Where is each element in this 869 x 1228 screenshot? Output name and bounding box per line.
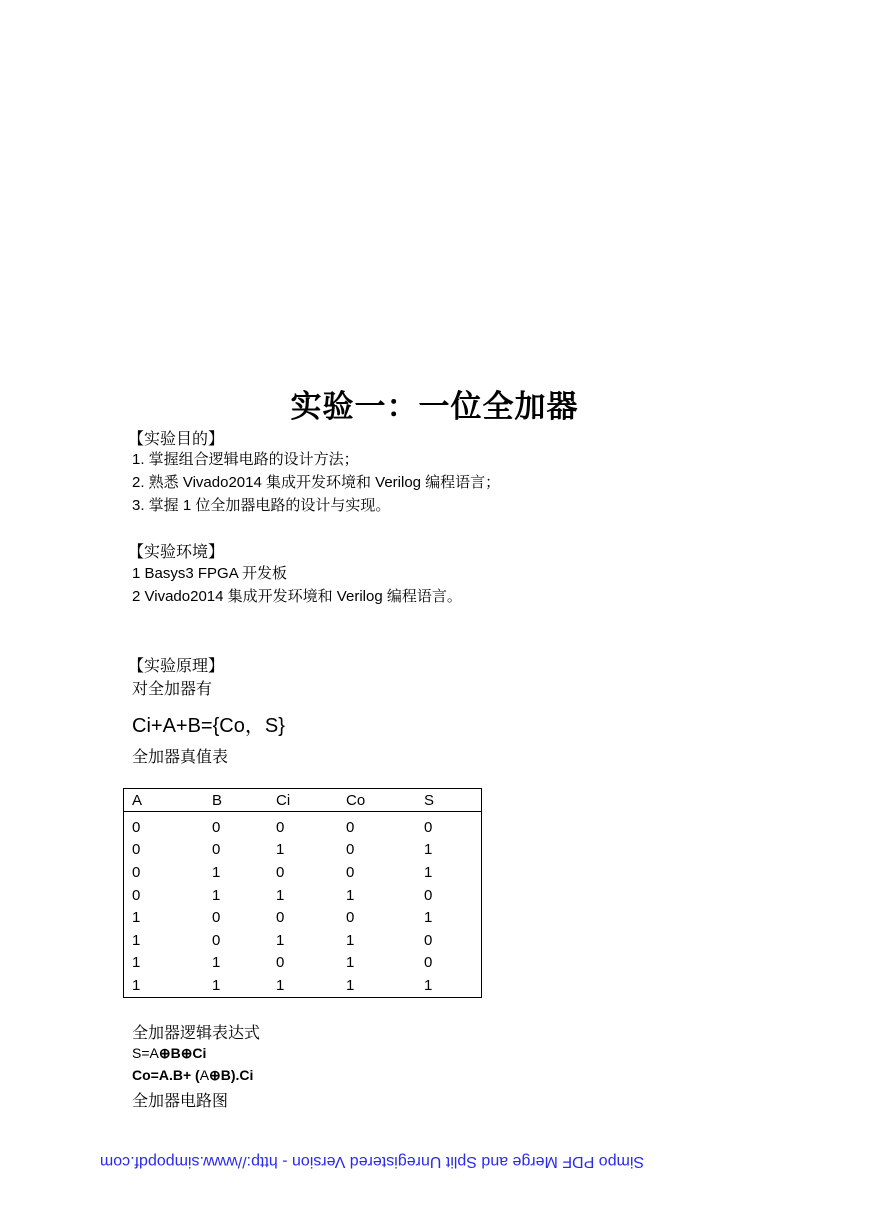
environment-item-1: 1 Basys3 FPGA 开发板 xyxy=(132,565,288,582)
cell-s: 1 xyxy=(424,976,433,994)
principle-intro: 对全加器有 xyxy=(132,679,213,698)
cell-s: 0 xyxy=(424,931,433,949)
header-ci: Ci xyxy=(268,789,338,812)
cell-b: 1 xyxy=(212,863,221,881)
header-s: S xyxy=(416,789,482,812)
table-row xyxy=(124,861,482,884)
sum-expression xyxy=(132,1045,206,1062)
cell-b: 1 xyxy=(212,976,221,994)
table-row xyxy=(124,839,482,862)
purpose-item-2: 2. 熟悉 Vivado2014 集成开发环境和 Verilog 编程语言； xyxy=(132,474,501,491)
watermark-text: Simpo PDF Merge and Split Unregistered Version - http://www.simpopdf.com xyxy=(99,1153,645,1170)
cell-ci: 0 xyxy=(276,954,285,972)
cell-co: 0 xyxy=(346,818,355,836)
sum-expression-prefix: S=A xyxy=(132,1045,159,1061)
header-a: A xyxy=(124,789,205,812)
environment-heading: 【实验环境】 xyxy=(128,542,225,561)
cell-co: 1 xyxy=(346,954,355,972)
table-row xyxy=(124,929,482,952)
carry-expression xyxy=(132,1067,253,1084)
purpose-item-3: 3. 掌握 1 位全加器电路的设计与实现。 xyxy=(132,497,391,514)
cell-ci: 1 xyxy=(276,886,285,904)
table-row xyxy=(124,974,482,997)
cell-s: 0 xyxy=(424,886,433,904)
cell-ci: 1 xyxy=(276,931,285,949)
cell-b: 0 xyxy=(212,909,221,927)
table-row xyxy=(124,812,482,839)
cell-ci: 0 xyxy=(276,863,285,881)
cell-ci: 0 xyxy=(276,818,285,836)
cell-b: 1 xyxy=(212,886,221,904)
cell-a: 1 xyxy=(132,976,141,994)
cell-co: 1 xyxy=(346,931,355,949)
carry-expression-part-b: A xyxy=(199,1067,210,1083)
cell-ci: 0 xyxy=(276,909,285,927)
cell-s: 1 xyxy=(424,909,433,927)
environment-item-2: 2 Vivado2014 集成开发环境和 Verilog 编程语言。 xyxy=(132,588,462,605)
carry-expression-part-a: Co=A.B+ ( xyxy=(132,1067,200,1083)
cell-co: 0 xyxy=(346,841,355,859)
table-row xyxy=(124,906,482,929)
truth-table xyxy=(123,788,482,998)
cell-s: 0 xyxy=(424,954,433,972)
cell-a: 0 xyxy=(132,841,141,859)
cell-co: 0 xyxy=(346,863,355,881)
cell-a: 1 xyxy=(132,931,141,949)
truth-table-header-row xyxy=(124,789,482,812)
cell-b: 0 xyxy=(212,931,221,949)
purpose-heading: 【实验目的】 xyxy=(128,429,225,448)
cell-s: 1 xyxy=(424,841,433,859)
carry-expression-part-c: ⊕B).Ci xyxy=(209,1067,254,1083)
cell-co: 0 xyxy=(346,909,355,927)
cell-b: 1 xyxy=(212,954,221,972)
table-row xyxy=(124,952,482,975)
cell-co: 1 xyxy=(346,886,355,904)
cell-a: 0 xyxy=(132,886,141,904)
cell-s: 1 xyxy=(424,863,433,881)
purpose-item-1: 1. 掌握组合逻辑电路的设计方法； xyxy=(132,451,359,468)
truth-table-caption: 全加器真值表 xyxy=(132,747,229,766)
header-b: B xyxy=(204,789,268,812)
circuit-diagram-caption: 全加器电路图 xyxy=(132,1091,229,1110)
principle-heading: 【实验原理】 xyxy=(128,656,225,675)
logic-expression-caption: 全加器逻辑表达式 xyxy=(132,1023,261,1042)
header-co: Co xyxy=(338,789,416,812)
cell-b: 0 xyxy=(212,841,221,859)
cell-ci: 1 xyxy=(276,841,285,859)
cell-a: 1 xyxy=(132,909,141,927)
page-title: 实验一：一位全加器 xyxy=(290,389,579,425)
cell-s: 0 xyxy=(424,818,433,836)
cell-a: 0 xyxy=(132,818,141,836)
sum-expression-rest: ⊕B⊕Ci xyxy=(158,1045,207,1061)
cell-a: 1 xyxy=(132,954,141,972)
full-adder-formula: Ci+A+B={Co，S} xyxy=(132,715,285,737)
cell-ci: 1 xyxy=(276,976,285,994)
cell-co: 1 xyxy=(346,976,355,994)
cell-a: 0 xyxy=(132,863,141,881)
cell-b: 0 xyxy=(212,818,221,836)
table-row xyxy=(124,884,482,907)
